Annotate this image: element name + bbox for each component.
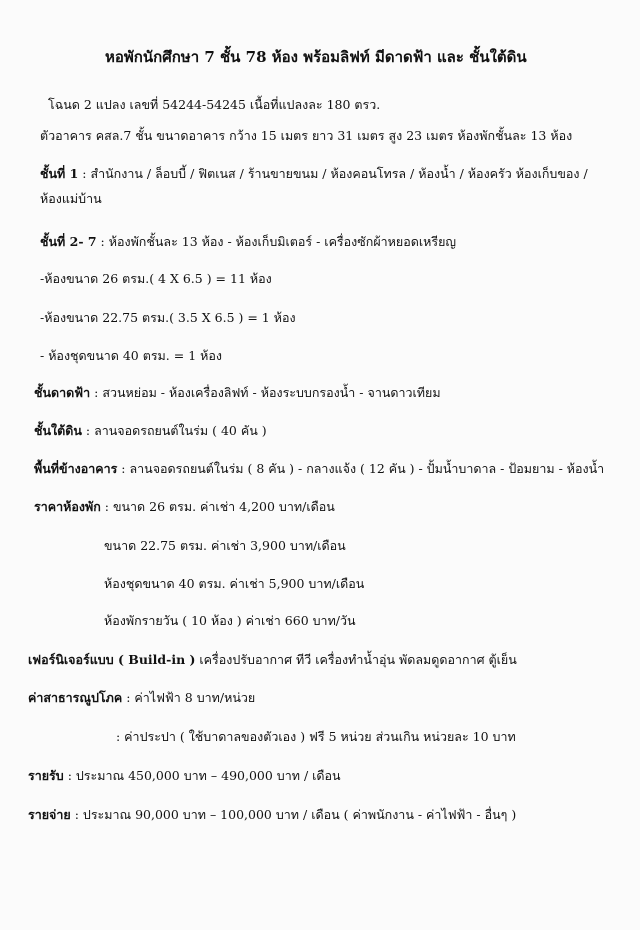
room-size-item: -ห้องขนาด 26 ตรม.( 4 X 6.5 ) = 11 ห้อง: [40, 271, 272, 286]
room-size-item: - ห้องชุดขนาด 40 ตรม. = 1 ห้อง: [40, 348, 222, 363]
furniture-text: เครื่องปรับอากาศ ทีวี เครื่องทำน้ำอุ่น พัดลมดูดอากาศ ตู้เย็น: [195, 652, 517, 667]
rooftop-label: ชั้นดาดฟ้า: [34, 385, 91, 400]
utilities-label: ค่าสาธารณูปโภค: [28, 690, 123, 705]
expense-line: [28, 806, 516, 824]
price-label: ราคาห้องพัก: [34, 499, 101, 514]
rooftop-line: [34, 384, 441, 402]
page-title: หอพักนักศึกษา 7 ชั้น 78 ห้อง พร้อมลิฟท์ มีดาดฟ้า และ ชั้นใต้ดิน: [105, 48, 527, 66]
expense-label: รายจ่าย: [28, 807, 71, 822]
rooftop-text: : สวนหย่อม - ห้องเครื่องลิฟท์ - ห้องระบบกรองน้ำ - จานดาวเทียม: [90, 385, 441, 400]
expense-text: : ประมาณ 90,000 บาท – 100,000 บาท / เดือน ( ค่าพนักงาน - ค่าไฟฟ้า - อื่นๆ ): [70, 807, 517, 822]
electric-text: : ค่าไฟฟ้า 8 บาท/หน่วย: [122, 690, 256, 705]
floor1-text: : สำนักงาน / ล็อบบี้ / ฟิตเนส / ร้านขายขนม / ห้องคอนโทรล / ห้องน้ำ / ห้องครัว ห้องเก็บของ /: [78, 166, 588, 181]
deed-line: โฉนด 2 แปลง เลขที่ 54244-54245 เนื้อที่แปลงละ 180 ตรว.: [48, 97, 381, 112]
floor1-line-2: ห้องแม่บ้าน: [40, 191, 102, 206]
price-first: : ขนาด 26 ตรม. ค่าเช่า 4,200 บาท/เดือน: [100, 499, 335, 514]
floor2-7-line: [40, 233, 456, 251]
price-line: [34, 498, 335, 516]
room-size-item: -ห้องขนาด 22.75 ตรม.( 3.5 X 6.5 ) = 1 ห้อง: [40, 310, 296, 325]
furniture-line: [28, 651, 517, 669]
side-area-label: พื้นที่ข้างอาคาร: [34, 461, 118, 476]
floor1-line: [40, 165, 588, 183]
basement-line: [34, 422, 267, 440]
basement-label: ชั้นใต้ดิน: [34, 423, 82, 438]
price-item: ห้องชุดขนาด 40 ตรม. ค่าเช่า 5,900 บาท/เดือน: [104, 576, 365, 591]
income-label: รายรับ: [28, 768, 64, 783]
floor2-7-text: : ห้องพักชั้นละ 13 ห้อง - ห้องเก็บมิเตอร์ - เครื่องซักผ้าหยอดเหรียญ: [96, 234, 457, 249]
floor2-7-label: ชั้นที่ 2- 7: [40, 234, 97, 249]
floor1-label: ชั้นที่ 1: [40, 166, 79, 181]
side-area-line: [34, 460, 604, 478]
water-line: : ค่าประปา ( ใช้บาดาลของตัวเอง ) ฟรี 5 หน่วย ส่วนเกิน หน่วยละ 10 บาท: [116, 729, 516, 744]
building-line: ตัวอาคาร คสล.7 ชั้น ขนาดอาคาร กว้าง 15 เมตร ยาว 31 เมตร สูง 23 เมตร ห้องพักชั้นละ 13 ห้อง: [40, 128, 573, 143]
income-text: : ประมาณ 450,000 บาท – 490,000 บาท / เดือน: [63, 768, 341, 783]
utilities-line: [28, 689, 255, 707]
price-item: ขนาด 22.75 ตรม. ค่าเช่า 3,900 บาท/เดือน: [104, 538, 346, 553]
furniture-label: เฟอร์นิเจอร์แบบ ( Build-in ): [28, 652, 196, 667]
price-item: ห้องพักรายวัน ( 10 ห้อง ) ค่าเช่า 660 บาท/วัน: [104, 613, 356, 628]
side-area-text: : ลานจอดรถยนต์ในร่ม ( 8 คัน ) - กลางแจ้ง ( 12 คัน ) - ปั้มน้ำบาดาล - ป้อมยาม - ห้องน้ำ: [117, 461, 605, 476]
income-line: [28, 767, 341, 785]
basement-text: : ลานจอดรถยนต์ในร่ม ( 40 คัน ): [81, 423, 267, 438]
